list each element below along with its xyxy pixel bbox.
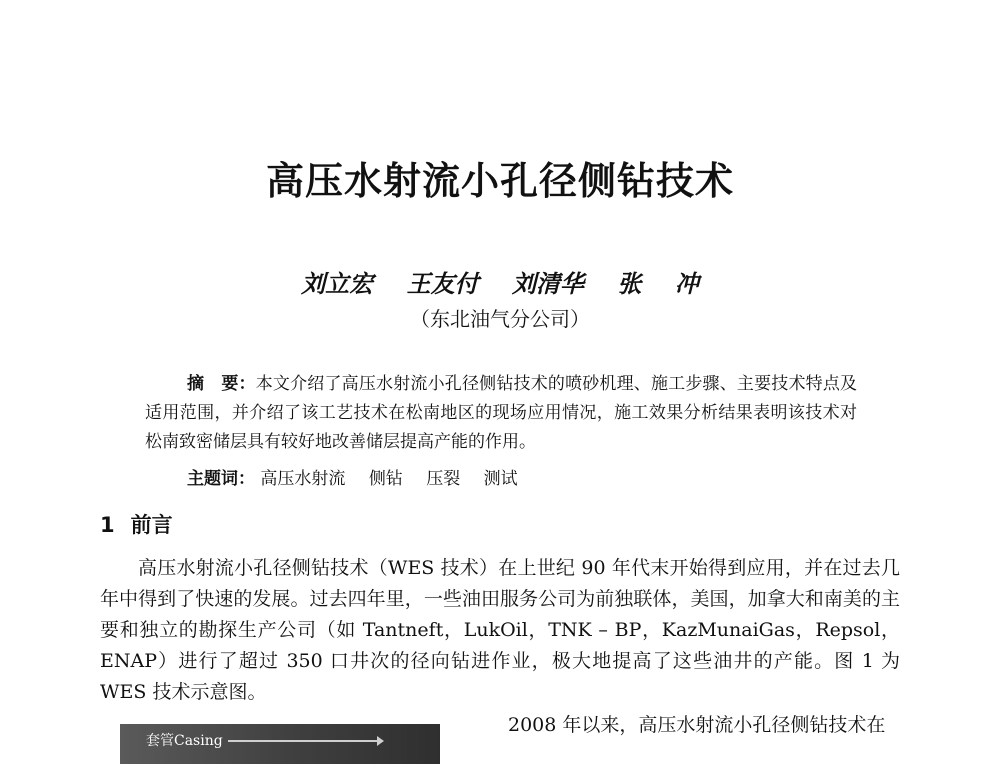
abstract-label: 摘 要： [187, 374, 256, 394]
body-paragraph-right: 2008 年以来，高压水射流小孔径侧钻技术在 [508, 714, 886, 736]
paper-title: 高压水射流小孔径侧钻技术 [265, 159, 734, 203]
keyword: 压裂 [426, 469, 461, 489]
keyword: 高压水射流 [260, 469, 346, 489]
author-list: 刘立宏 王友付 刘清华 张 冲 [301, 269, 699, 298]
figure-casing-label: 套管Casing [146, 733, 223, 749]
keywords-label: 主题词： [187, 469, 255, 489]
section-title: 前言 [130, 513, 173, 537]
abstract-text: 本文介绍了高压水射流小孔径侧钻技术的喷砂机理、施工步骤、主要技术特点及适用范围，并介绍了该工艺技术在松南地区的现场应用情况，施工效果分析结果表明该技术对松南致密储层具有较好地改善储层提高产能的作用。 [145, 374, 858, 452]
keyword: 侧钻 [368, 469, 403, 489]
keyword: 测试 [483, 469, 518, 489]
figure-1-image [120, 724, 440, 764]
body-paragraph: 高压水射流小孔径侧钻技术（WES 技术）在上世纪 90 年代末开始得到应用，并在过去几年中得到了快速的发展。过去四年里，一些油田服务公司为前独联体，美国，加拿大和南美的主要和独立的勘探生产公司（如 Tantneft，LukOil，TNK – BP，KazMunaiGas，Repsol，ENAP）进行了超过 350 口井次的径向钻进作业，极大地提高了这些油井的产能。图 1 为 WES 技术示意图。 [100, 557, 900, 703]
section-number: 1 [100, 513, 115, 537]
keywords [187, 465, 536, 494]
arrow-icon [228, 740, 378, 742]
section-heading [100, 509, 173, 539]
abstract [145, 370, 857, 457]
affiliation: （东北油气分公司） [410, 307, 590, 331]
